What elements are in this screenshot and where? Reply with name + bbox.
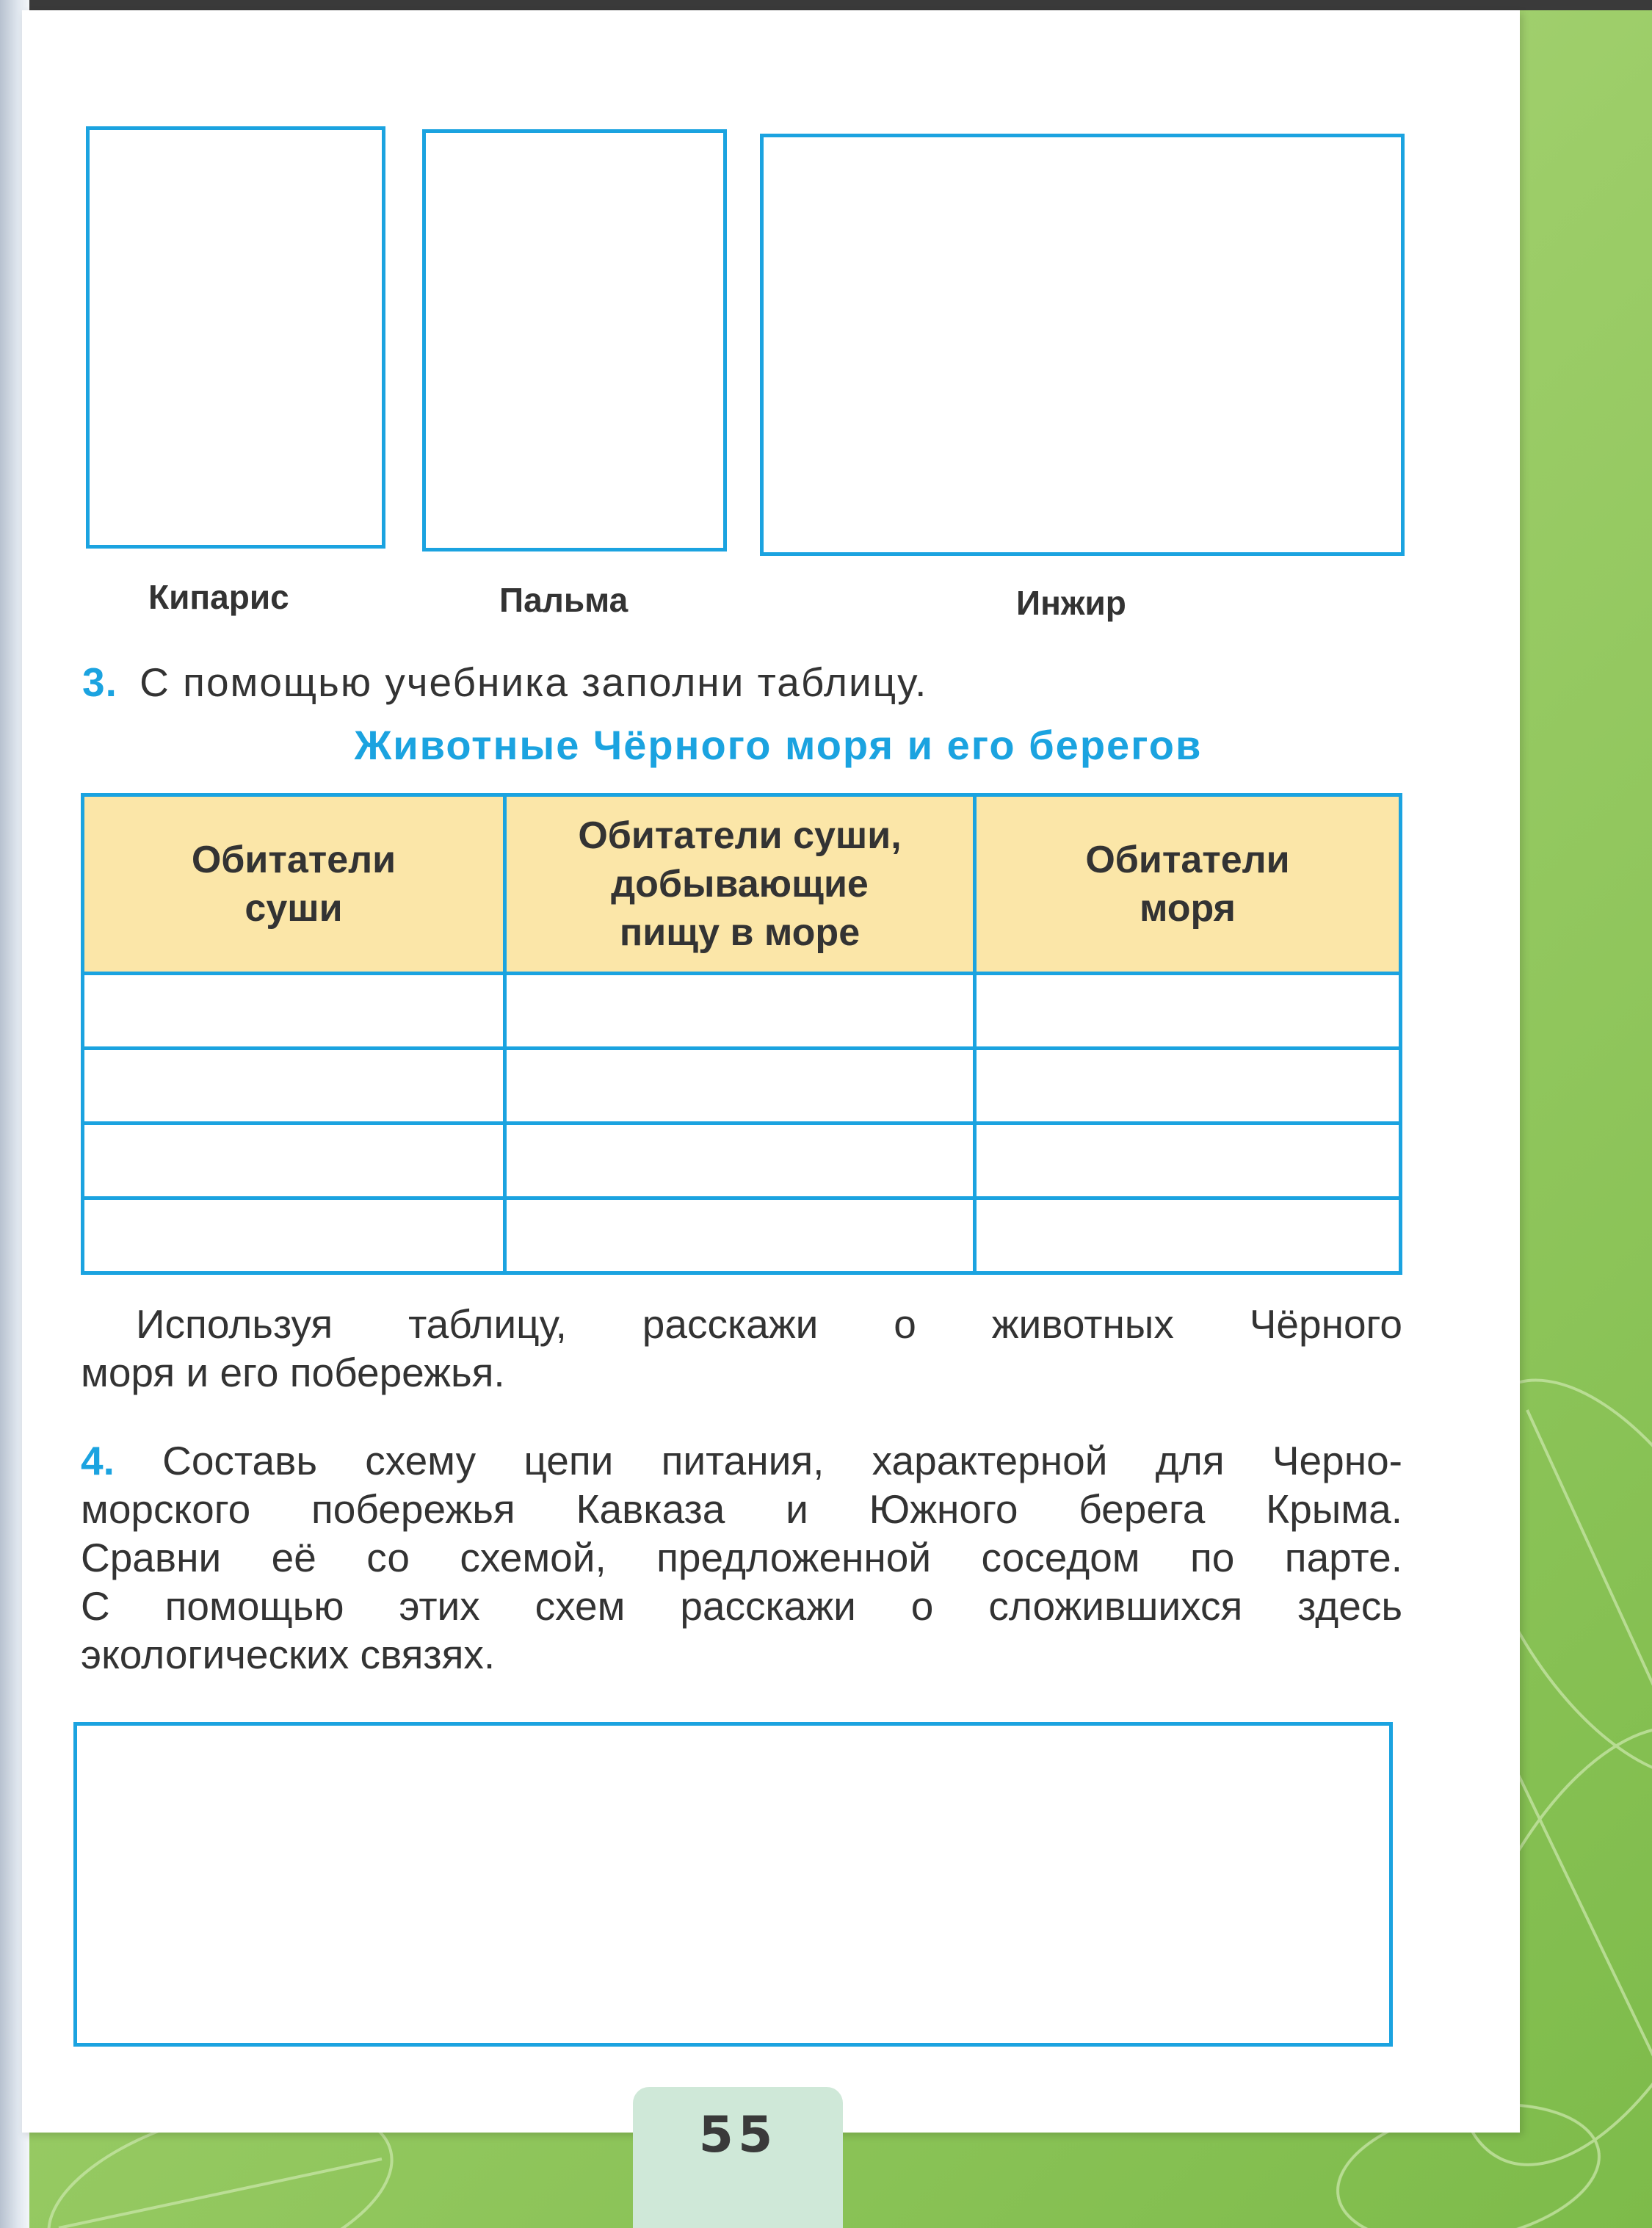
caption-palm: Пальма (499, 581, 628, 619)
table-row (83, 974, 1401, 1049)
table-row (83, 1198, 1401, 1273)
table-cell[interactable] (975, 974, 1401, 1049)
header-sea-line-2: моря (1140, 887, 1236, 930)
task-4-line-2: морского побережья Кавказа и Южного берега Крыма. (81, 1486, 1402, 1532)
task-3-number: 3. (82, 659, 117, 705)
drawing-box-fig[interactable] (760, 134, 1405, 556)
table-header-row (83, 795, 1401, 974)
table-cell[interactable] (83, 1049, 505, 1124)
task-4-line-1-wrap (81, 1436, 1402, 1485)
caption-fig: Инжир (1016, 584, 1126, 622)
table-cell[interactable] (975, 1124, 1401, 1198)
header-feeders-line-3: пищу в море (619, 911, 861, 954)
table-cell[interactable] (83, 1124, 505, 1198)
table-cell[interactable] (505, 1124, 975, 1198)
task-4-number: 4. (81, 1438, 115, 1483)
table-cell[interactable] (975, 1049, 1401, 1124)
task-4-line-5: экологических связях. (81, 1632, 496, 1677)
task-4-line-1: Составь схему цепи питания, характерной для Черно- (162, 1438, 1402, 1483)
header-land-line-2: суши (244, 887, 343, 930)
table-cell[interactable] (505, 1198, 975, 1273)
table-cell[interactable] (505, 974, 975, 1049)
header-land-inhabitants (83, 795, 505, 974)
task-3 (82, 658, 927, 706)
header-feeders-line-2: добывающие (611, 863, 869, 905)
table-cell[interactable] (975, 1198, 1401, 1273)
book-top-edge (0, 0, 1652, 10)
task-4-line-3: Сравни её со схемой, предложенной соседом по парте. (81, 1535, 1402, 1580)
drawing-box-cypress[interactable] (86, 126, 385, 549)
task-4-line-4: С помощью этих схем расскажи о сложившихся здесь (81, 1583, 1402, 1629)
food-chain-answer-box[interactable] (73, 1722, 1393, 2047)
table-cell[interactable] (505, 1049, 975, 1124)
task-3-text: С помощью учебника заполни таблицу. (140, 659, 928, 705)
table-row (83, 1124, 1401, 1198)
drawing-box-palm[interactable] (422, 129, 727, 551)
table-followup-text (81, 1300, 1402, 1397)
table-row (83, 1049, 1401, 1124)
page-number: 55 (698, 2106, 778, 2164)
table-cell[interactable] (83, 1198, 505, 1273)
header-sea-line-1: Обитатели (1085, 839, 1290, 881)
table-title: Животные Чёрного моря и его берегов (354, 722, 1203, 768)
header-sea-inhabitants (975, 795, 1401, 974)
table-cell[interactable] (83, 974, 505, 1049)
followup-line-2: моря и его побережья. (81, 1350, 505, 1395)
caption-cypress: Кипарис (148, 578, 289, 616)
followup-line-1: Используя таблицу, расскажи о животных Чёрного (136, 1301, 1402, 1347)
header-feeders-line-1: Обитатели суши, (578, 814, 902, 857)
header-land-sea-feeders (505, 795, 975, 974)
header-land-line-1: Обитатели (191, 839, 396, 881)
animals-table (81, 793, 1399, 1263)
task-4 (81, 1436, 1402, 1679)
